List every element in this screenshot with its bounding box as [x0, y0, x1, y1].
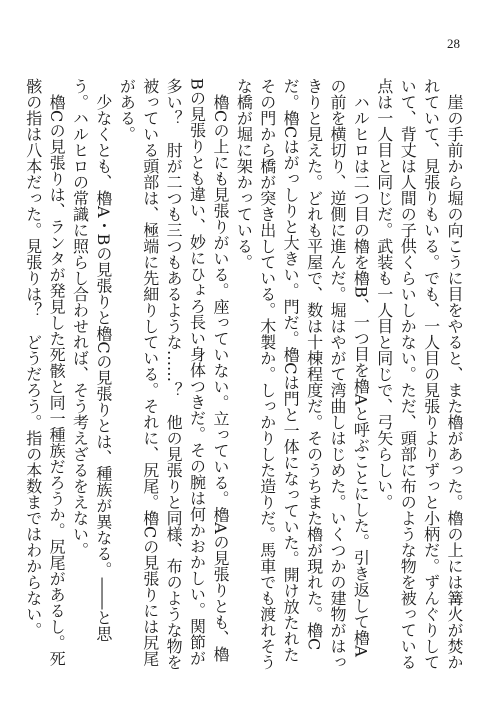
paragraph: ハルヒロは二つ目の櫓を櫓B、一つ目を櫓Aと呼ぶことにした。引き返して櫓Aの前を横切り、逆側に進んだ。堀はやがて湾曲しはじめた。いくつかの建物がはっきりと見えた。どれも平屋で、数は十棟程度だ。そのうちまた櫓が現れた。櫓Cだ。櫓Cはがっしりと大きい。門だ。櫓Cは門と一体になっていた。開け放たれたその門から橋が突き出している。木製か。しっかりした造りだ。馬車でも渡れそうな橋が堀に架かっている。	[234, 78, 371, 670]
body-text	[23, 78, 466, 672]
page-number: 28	[447, 36, 460, 51]
paragraph: 櫓Cの上にも見張りがいる。座っていない。立っている。櫓Aの見張りとも、櫓Bの見張りとも違い、妙にひょろ長い身体つきだ。その腕は何かおかしい。関節が多い？ 肘が二つも三つもあるような……？ 他の見張りと同様、布のような物を被っている頭部は、極端に先細りしている。それに、尻尾。櫓Cの見張りには尻尾がある。	[117, 78, 230, 670]
paragraph: 少なくとも、櫓A・Bの見張りと櫓Cの見張りとは、種族が異なる。――と思う。ハルヒロの常識に照らし合わせれば、そう考えざるをえない。	[70, 78, 113, 642]
paragraph: 崖の手前から堀の向こうに目をやると、また櫓があった。櫓の上には篝火が焚かれていて、見張りもいる。でも、一人目の見張りよりずっと小柄だ。ずんぐりしていて、背丈は人間の子供くらいしかない。ただ、頭部に布のような物を被っている点は一人目と同じだ。武装も一人目と同じで、弓矢らしい。	[374, 78, 464, 670]
paragraph: 櫓Cの見張りは、ランタが発見した死骸と同一種族だろうか。尻尾があるし。死骸の指は八本だった。見張りは？ どうだろう。指の本数まではわからない。	[23, 78, 67, 667]
